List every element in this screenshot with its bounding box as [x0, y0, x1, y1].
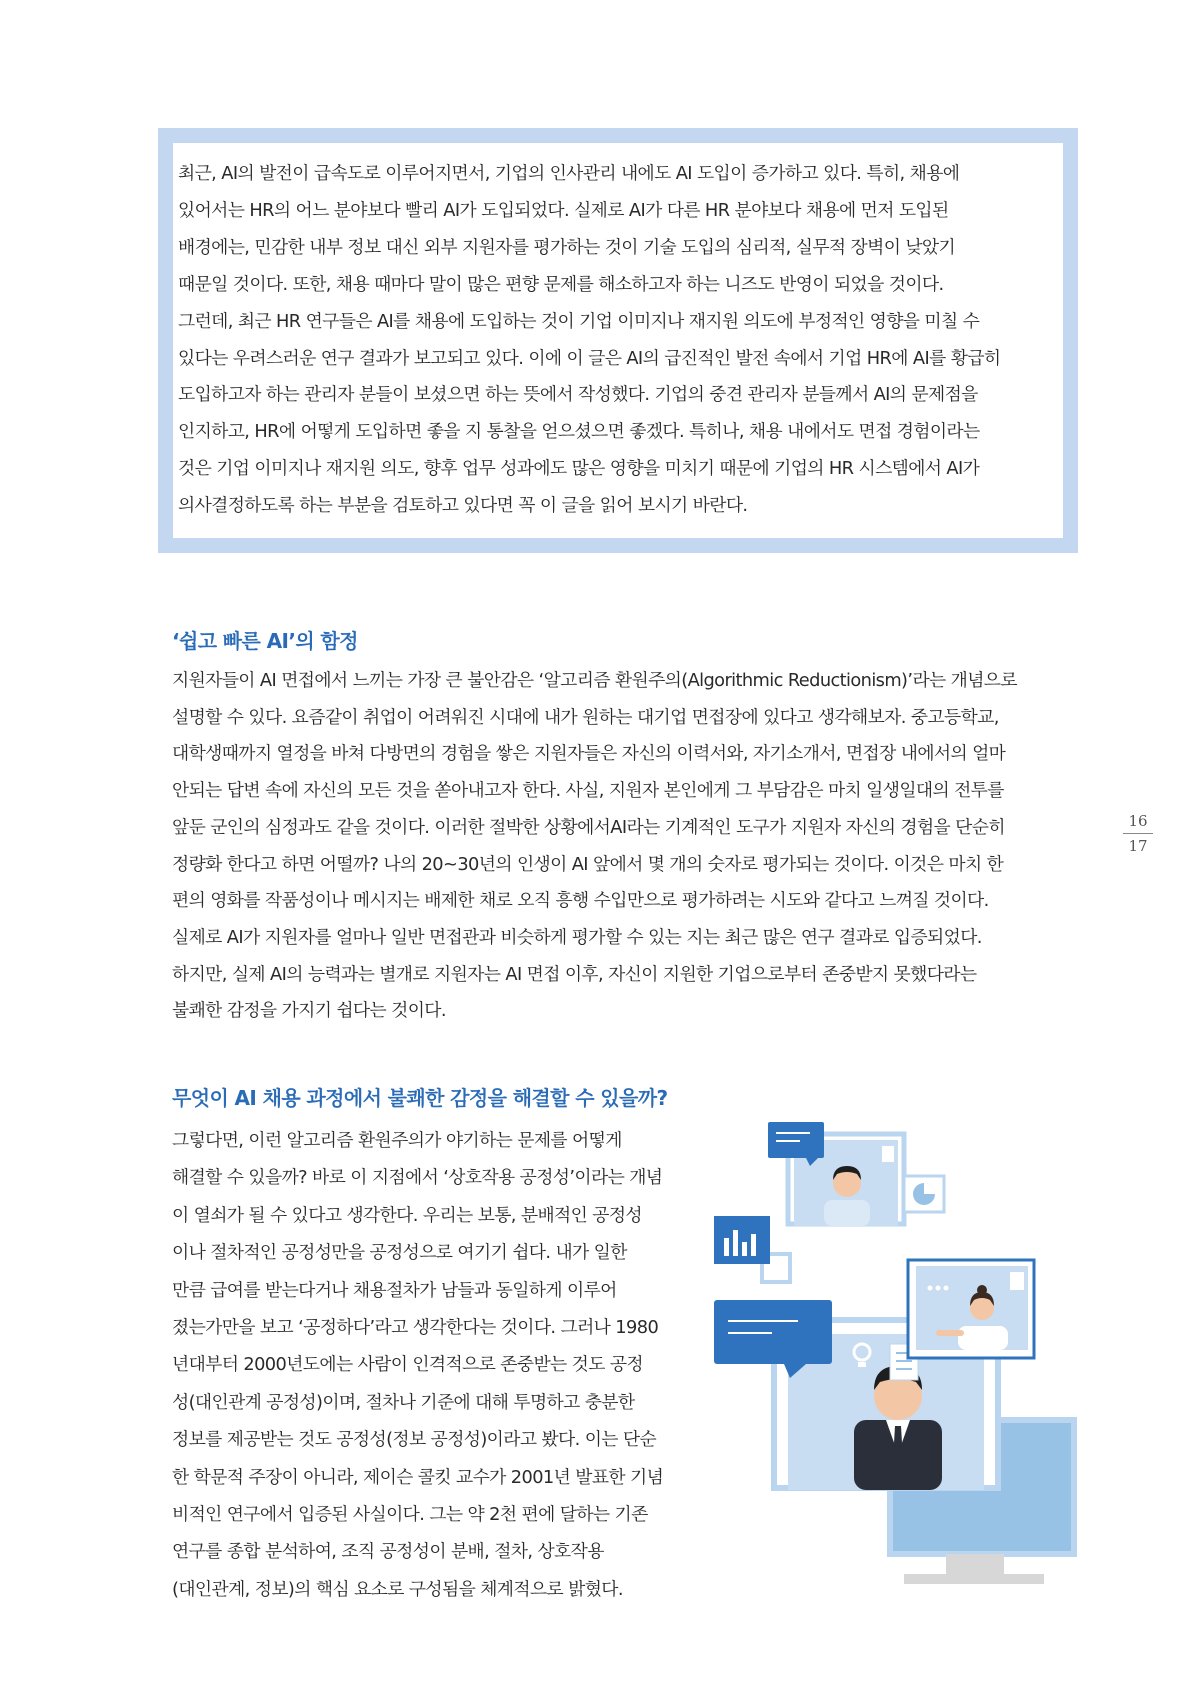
body-line: 정보를 제공받는 것도 공정성(정보 공정성)이라고 봤다. 이는 단순: [172, 1429, 657, 1451]
intro-line: 때문일 것이다. 또한, 채용 때마다 말이 많은 편향 문제를 해소하고자 하는 니즈도 반영이 되었을 것이다.: [178, 273, 944, 295]
body-line: 이 열쇠가 될 수 있다고 생각한다. 우리는 보통, 분배적인 공정성: [172, 1204, 642, 1226]
body-line: 앞둔 군인의 심정과도 같을 것이다. 이러한 절박한 상황에서AI라는 기계적인 도구가 지원자 자신의 경험을 단순히: [172, 816, 1005, 838]
section-body-resolve: [172, 1122, 684, 1608]
body-line: 실제로 AI가 지원자를 얼마나 일반 면접관과 비슷하게 평가할 수 있는 지는 최근 많은 연구 결과로 입증되었다.: [172, 926, 982, 948]
body-line: 성(대인관계 공정성)이며, 절차나 기준에 대해 투명하고 충분한: [172, 1391, 635, 1413]
intro-line: 그런데, 최근 HR 연구들은 AI를 채용에 도입하는 것이 기업 이미지나 재지원 의도에 부정적인 영향을 미칠 수: [178, 310, 980, 332]
intro-paragraph: [178, 156, 1058, 525]
intro-line: 있다는 우려스러운 연구 결과가 보고되고 있다. 이에 이 글은 AI의 급진적인 발전 속에서 기업 HR에 AI를 황급히: [178, 347, 1001, 369]
body-line: 안되는 답변 속에 자신의 모든 것을 쏟아내고자 한다. 사실, 지원자 본인에게 그 부담감은 마치 일생일대의 전투를: [172, 780, 1004, 802]
body-line: 대학생때까지 열정을 바쳐 다방면의 경험을 쌓은 지원자들은 자신의 이력서와, 자기소개서, 면접장 내에서의 얼마: [172, 743, 1006, 765]
body-line: 그렇다면, 이런 알고리즘 환원주의가 야기하는 문제를 어떻게: [172, 1130, 622, 1151]
bar-chart-icon: [714, 1216, 790, 1282]
body-line: 이나 절차적인 공정성만을 공정성으로 여기기 쉽다. 내가 일한: [172, 1242, 627, 1264]
intro-line: 것은 기업 이미지나 재지원 의도, 향후 업무 성과에도 많은 영향을 미치기 때문에 기업의 HR 시스템에서 AI가: [178, 458, 980, 480]
body-line: 해결할 수 있을까? 바로 이 지점에서 ‘상호작용 공정성’이라는 개념: [172, 1167, 663, 1189]
body-line: 지원자들이 AI 면접에서 느끼는 가장 큰 불안감은 ‘알고리즘 환원주의(Algorithmic Reductionism)’라는 개념으로: [172, 670, 1017, 691]
section-body-ai-trap: [172, 663, 1064, 1030]
page-number-right: 17: [1128, 837, 1148, 855]
intro-line: 배경에는, 민감한 내부 정보 대신 외부 지원자를 평가하는 것이 기술 도입의 심리적, 실무적 장벽이 낮았기: [178, 236, 956, 258]
body-line: 졌는가만을 보고 ‘공정하다’라고 생각한다는 것이다. 그러나 1980: [172, 1317, 659, 1339]
body-line: 한 학문적 주장이 아니라, 제이슨 콜킷 교수가 2001년 발표한 기념: [172, 1466, 664, 1488]
intro-line: 인지하고, HR에 어떻게 도입하면 좋을 지 통찰을 얻으셨으면 좋겠다. 특히나, 채용 내에서도 면접 경험이라는: [178, 421, 980, 443]
body-line: 설명할 수 있다. 요즘같이 취업이 어려워진 시대에 내가 원하는 대기업 면접장에 있다고 생각해보자. 중고등학교,: [172, 706, 999, 728]
intro-line: 도입하고자 하는 관리자 분들이 보셨으면 하는 뜻에서 작성했다. 기업의 중견 관리자 분들께서 AI의 문제점을: [178, 384, 978, 406]
body-line: 비적인 연구에서 입증된 사실이다. 그는 약 2천 편에 달하는 기존: [172, 1504, 648, 1526]
small-document-icon: [1010, 1272, 1024, 1290]
body-line: (대인관계, 정보)의 핵심 요소로 구성됨을 체계적으로 밝혔다.: [172, 1578, 623, 1600]
pie-chart-icon: [904, 1176, 944, 1212]
ellipsis-icon: [928, 1286, 949, 1291]
body-line: 정량화 한다고 하면 어떨까? 나의 20~30년의 인생이 AI 앞에서 몇 개의 숫자로 평가되는 것이다. 이것은 마치 한: [172, 853, 1004, 875]
page-numbers: [1123, 810, 1153, 857]
small-document-icon: [882, 1146, 894, 1162]
section-heading-resolve: 무엇이 AI 채용 과정에서 불쾌한 감정을 해결할 수 있을까?: [172, 1086, 668, 1110]
body-line: 년대부터 2000년도에는 사람이 인격적으로 존중받는 것도 공정: [172, 1354, 644, 1376]
page-number-left: 16: [1128, 812, 1148, 830]
body-line: 편의 영화를 작품성이나 메시지는 배제한 채로 오직 흥행 수입만으로 평가하려는 시도와 같다고 느껴질 것이다.: [172, 890, 989, 912]
section-heading-ai-trap: ‘쉽고 빠른 AI’의 함정: [172, 629, 358, 653]
body-line: 연구를 종합 분석하여, 조직 공정성이 분배, 절차, 상호작용: [172, 1541, 604, 1563]
body-line: 불쾌한 감정을 가지기 쉽다는 것이다.: [172, 1000, 446, 1022]
page-number-divider: [1123, 833, 1153, 834]
video-interview-illustration: [714, 1108, 1124, 1600]
body-line: 하지만, 실제 AI의 능력과는 별개로 지원자는 AI 면접 이후, 자신이 지원한 기업으로부터 존중받지 못했다라는: [172, 963, 977, 985]
intro-line: 최근, AI의 발전이 급속도로 이루어지면서, 기업의 인사관리 내에도 AI 도입이 증가하고 있다. 특히, 채용에: [178, 163, 960, 184]
body-line: 만큼 급여를 받는다거나 채용절차가 남들과 동일하게 이루어: [172, 1279, 617, 1301]
intro-line: 의사결정하도록 하는 부분을 검토하고 있다면 꼭 이 글을 읽어 보시기 바란다.: [178, 495, 748, 517]
intro-line: 있어서는 HR의 어느 분야보다 빨리 AI가 도입되었다. 실제로 AI가 다른 HR 분야보다 채용에 먼저 도입된: [178, 199, 949, 221]
